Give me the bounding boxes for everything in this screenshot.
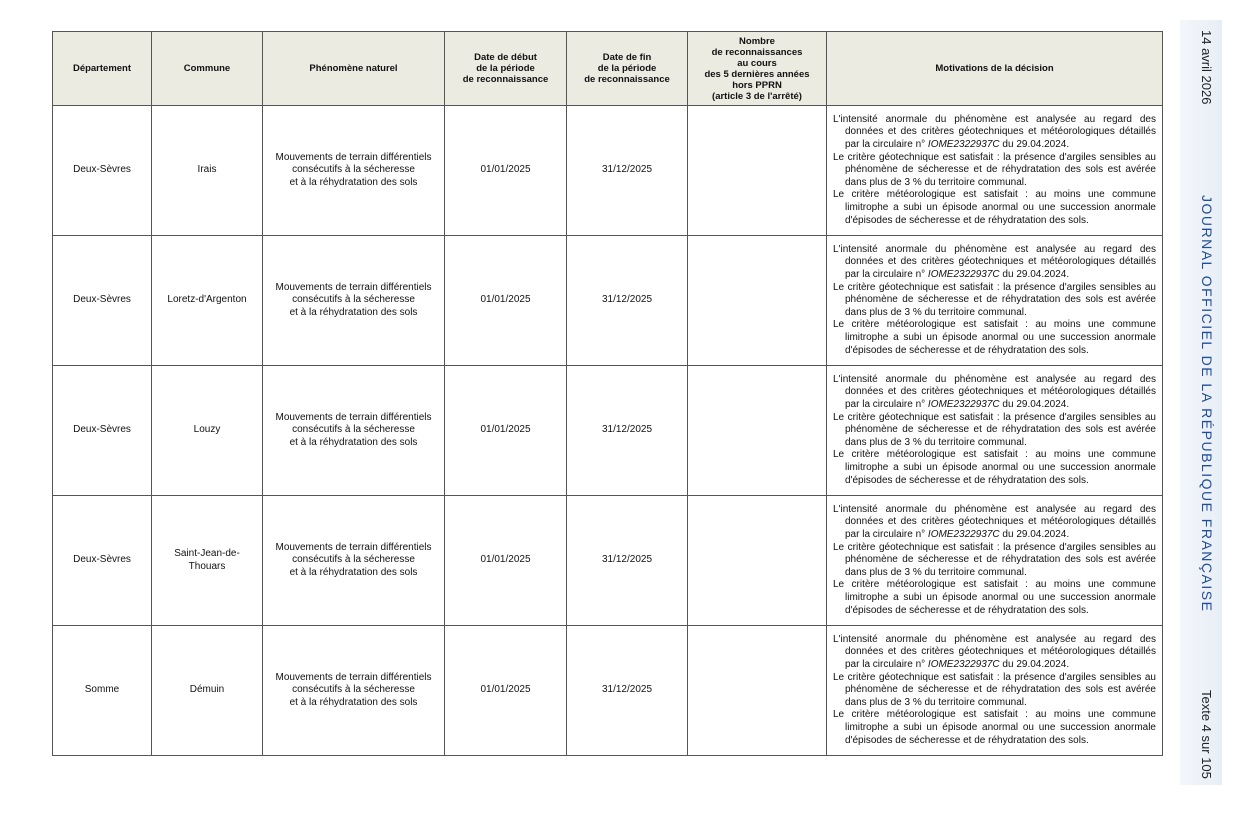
cell-motivations bbox=[827, 366, 1163, 496]
cell-phenomene: Mouvements de terrain différentiels consécutifs à la sécheresse et à la réhydratation des sols bbox=[263, 106, 445, 236]
cell-phenomene: Mouvements de terrain différentiels consécutifs à la sécheresse et à la réhydratation des sols bbox=[263, 236, 445, 366]
motivation-intensite: L'intensité anormale du phénomène est analysée au regard des données et des critères géotechniques et météorologiques détaillés par la circulaire n° IOME2322937C du 29.04.2024. bbox=[833, 243, 1156, 281]
header-nombre: Nombre de reconnaissances au cours des 5 dernières années hors PPRN (article 3 de l'arrêté) bbox=[688, 32, 827, 106]
cell-date-fin: 31/12/2025 bbox=[567, 496, 688, 626]
cell-nombre bbox=[688, 236, 827, 366]
table-row bbox=[53, 496, 1163, 626]
cell-motivations bbox=[827, 236, 1163, 366]
cell-motivations bbox=[827, 496, 1163, 626]
cell-commune: Louzy bbox=[152, 366, 263, 496]
header-date-debut: Date de début de la période de reconnaissance bbox=[445, 32, 567, 106]
motivation-meteorologique: Le critère météorologique est satisfait : au moins une commune limitrophe a subi un épisode anormal ou une succession anormale d'épisodes de sécheresse et de réhydratation des sols. bbox=[833, 709, 1156, 746]
header-phenomene: Phénomène naturel bbox=[263, 32, 445, 106]
cell-commune: Démuin bbox=[152, 626, 263, 756]
cell-date-fin: 31/12/2025 bbox=[567, 106, 688, 236]
cell-departement: Somme bbox=[53, 626, 152, 756]
cell-phenomene: Mouvements de terrain différentiels consécutifs à la sécheresse et à la réhydratation des sols bbox=[263, 366, 445, 496]
motivation-meteorologique: Le critère météorologique est satisfait : au moins une commune limitrophe a subi un épisode anormal ou une succession anormale d'épisodes de sécheresse et de réhydratation des sols. bbox=[833, 579, 1156, 616]
motivation-intensite: L'intensité anormale du phénomène est analysée au regard des données et des critères géotechniques et météorologiques détaillés par la circulaire n° IOME2322937C du 29.04.2024. bbox=[833, 373, 1156, 411]
cell-motivations bbox=[827, 106, 1163, 236]
motivation-geotechnique: Le critère géotechnique est satisfait : la présence d'argiles sensibles au phénomène de sécheresse et de réhydratation des sols est avérée dans plus de 3 % du territoire communal. bbox=[833, 281, 1156, 318]
motivation-geotechnique: Le critère géotechnique est satisfait : la présence d'argiles sensibles au phénomène de sécheresse et de réhydratation des sols est avérée dans plus de 3 % du territoire communal. bbox=[833, 541, 1156, 578]
header-motivations: Motivations de la décision bbox=[827, 32, 1163, 106]
cell-date-debut: 01/01/2025 bbox=[445, 366, 567, 496]
cell-departement: Deux-Sèvres bbox=[53, 106, 152, 236]
page-indicator: Texte 4 sur 105 bbox=[1199, 690, 1214, 779]
motivation-meteorologique: Le critère météorologique est satisfait : au moins une commune limitrophe a subi un épisode anormal ou une succession anormale d'épisodes de sécheresse et de réhydratation des sols. bbox=[833, 449, 1156, 486]
cell-motivations bbox=[827, 626, 1163, 756]
cell-departement: Deux-Sèvres bbox=[53, 236, 152, 366]
cell-nombre bbox=[688, 106, 827, 236]
cell-nombre bbox=[688, 496, 827, 626]
motivation-geotechnique: Le critère géotechnique est satisfait : la présence d'argiles sensibles au phénomène de sécheresse et de réhydratation des sols est avérée dans plus de 3 % du territoire communal. bbox=[833, 411, 1156, 448]
cell-phenomene: Mouvements de terrain différentiels consécutifs à la sécheresse et à la réhydratation des sols bbox=[263, 626, 445, 756]
header-departement: Département bbox=[53, 32, 152, 106]
cell-date-debut: 01/01/2025 bbox=[445, 626, 567, 756]
cell-phenomene: Mouvements de terrain différentiels consécutifs à la sécheresse et à la réhydratation des sols bbox=[263, 496, 445, 626]
cell-nombre bbox=[688, 366, 827, 496]
journal-title: JOURNAL OFFICIEL DE LA RÉPUBLIQUE FRANÇAISE bbox=[1199, 195, 1215, 613]
table-header-row bbox=[53, 32, 1163, 106]
motivation-intensite: L'intensité anormale du phénomène est analysée au regard des données et des critères géotechniques et météorologiques détaillés par la circulaire n° IOME2322937C du 29.04.2024. bbox=[833, 633, 1156, 671]
cell-date-fin: 31/12/2025 bbox=[567, 626, 688, 756]
cell-departement: Deux-Sèvres bbox=[53, 496, 152, 626]
cell-date-debut: 01/01/2025 bbox=[445, 236, 567, 366]
motivation-intensite: L'intensité anormale du phénomène est analysée au regard des données et des critères géotechniques et météorologiques détaillés par la circulaire n° IOME2322937C du 29.04.2024. bbox=[833, 503, 1156, 541]
header-commune: Commune bbox=[152, 32, 263, 106]
motivation-intensite: L'intensité anormale du phénomène est analysée au regard des données et des critères géotechniques et météorologiques détaillés par la circulaire n° IOME2322937C du 29.04.2024. bbox=[833, 113, 1156, 151]
motivation-meteorologique: Le critère météorologique est satisfait : au moins une commune limitrophe a subi un épisode anormal ou une succession anormale d'épisodes de sécheresse et de réhydratation des sols. bbox=[833, 189, 1156, 226]
cell-date-fin: 31/12/2025 bbox=[567, 236, 688, 366]
table-row bbox=[53, 236, 1163, 366]
cell-date-fin: 31/12/2025 bbox=[567, 366, 688, 496]
publication-date: 14 avril 2026 bbox=[1199, 30, 1214, 105]
cell-departement: Deux-Sèvres bbox=[53, 366, 152, 496]
table-row bbox=[53, 106, 1163, 236]
cell-commune: Loretz-d'Argenton bbox=[152, 236, 263, 366]
motivation-geotechnique: Le critère géotechnique est satisfait : la présence d'argiles sensibles au phénomène de sécheresse et de réhydratation des sols est avérée dans plus de 3 % du territoire communal. bbox=[833, 151, 1156, 188]
cell-date-debut: 01/01/2025 bbox=[445, 496, 567, 626]
cell-commune: Irais bbox=[152, 106, 263, 236]
cell-nombre bbox=[688, 626, 827, 756]
cell-commune: Saint-Jean-de-Thouars bbox=[152, 496, 263, 626]
cell-date-debut: 01/01/2025 bbox=[445, 106, 567, 236]
table-row bbox=[53, 626, 1163, 756]
motivation-meteorologique: Le critère météorologique est satisfait : au moins une commune limitrophe a subi un épisode anormal ou une succession anormale d'épisodes de sécheresse et de réhydratation des sols. bbox=[833, 319, 1156, 356]
table-row bbox=[53, 366, 1163, 496]
journal-sidebar bbox=[1180, 20, 1222, 785]
motivation-geotechnique: Le critère géotechnique est satisfait : la présence d'argiles sensibles au phénomène de sécheresse et de réhydratation des sols est avérée dans plus de 3 % du territoire communal. bbox=[833, 671, 1156, 708]
recognition-table bbox=[52, 31, 1163, 756]
header-date-fin: Date de fin de la période de reconnaissance bbox=[567, 32, 688, 106]
